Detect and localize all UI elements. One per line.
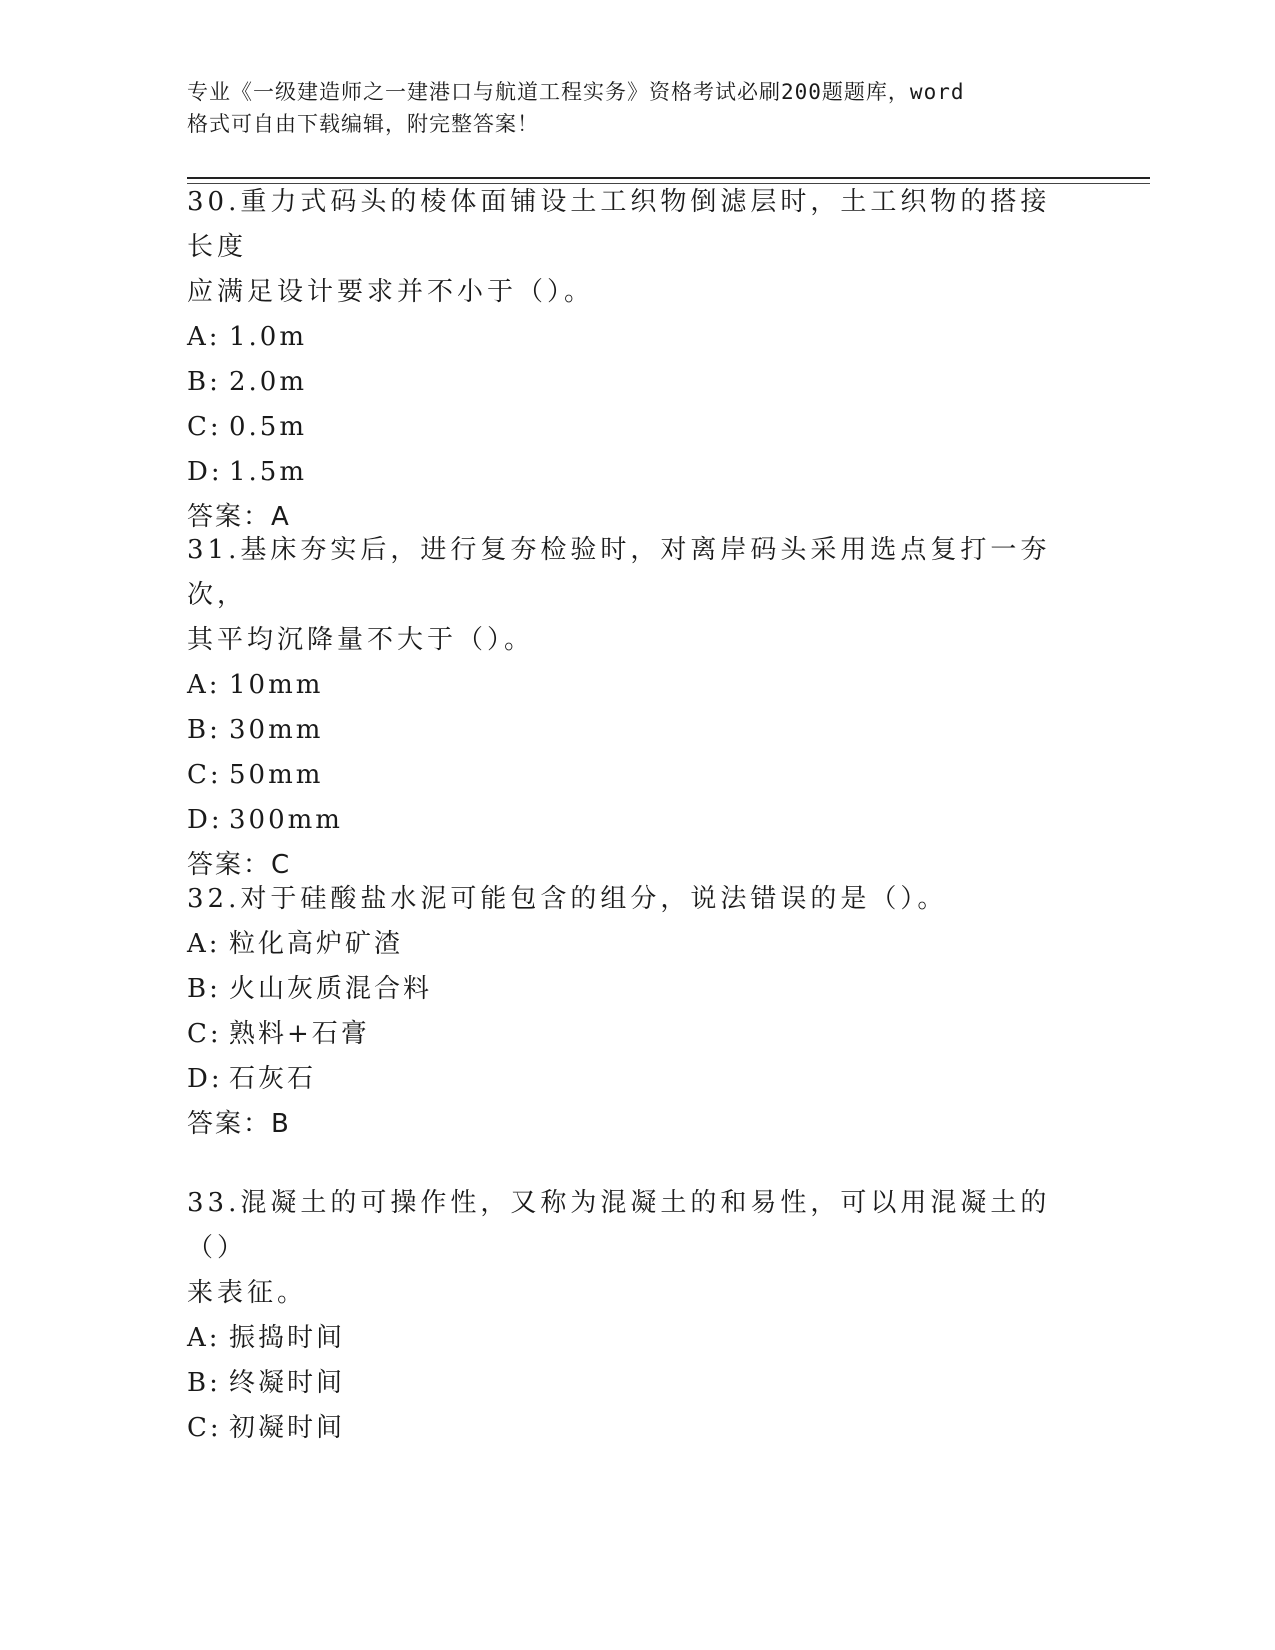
question-33 (187, 1181, 1067, 1451)
question-stem-line-2: 来表征。 (187, 1278, 308, 1308)
answer-line: 答案：A (187, 502, 291, 532)
option-text: 终凝时间 (229, 1368, 346, 1398)
question-stem-line-2: 其平均沉降量不大于（）。 (187, 625, 535, 655)
question-stem (187, 1181, 1067, 1316)
header-divider-thick (187, 177, 1150, 179)
option-text: 粒化高炉矿渣 (229, 929, 404, 959)
option-letter: B: (187, 974, 221, 1004)
question-31 (187, 528, 1067, 888)
option-d (187, 798, 1067, 843)
header-line-1: 专业《一级建造师之一建港口与航道工程实务》资格考试必刷200题题库，word (187, 80, 965, 104)
question-stem-line-1: 32.对于硅酸盐水泥可能包含的组分，说法错误的是（）。 (187, 884, 948, 914)
option-b (187, 708, 1067, 753)
option-a (187, 922, 1067, 967)
option-b (187, 1361, 1067, 1406)
document-header (187, 76, 1067, 140)
option-d (187, 1057, 1067, 1102)
option-a (187, 663, 1067, 708)
option-letter: C: (187, 412, 222, 442)
option-c (187, 753, 1067, 798)
option-a (187, 1316, 1067, 1361)
option-text: 熟料+石膏 (229, 1019, 370, 1049)
option-letter: B: (187, 715, 221, 745)
question-stem (187, 180, 1067, 315)
option-text: 振捣时间 (229, 1323, 346, 1353)
option-text: 0.5m (229, 412, 308, 442)
question-stem (187, 877, 1067, 922)
option-text: 1.0m (229, 322, 308, 352)
option-text: 石灰石 (229, 1064, 317, 1094)
option-letter: C: (187, 760, 222, 790)
question-30 (187, 180, 1067, 540)
option-c (187, 405, 1067, 450)
question-32 (187, 877, 1067, 1147)
option-letter: D: (187, 805, 223, 835)
option-text: 1.5m (229, 457, 308, 487)
option-a (187, 315, 1067, 360)
option-letter: B: (187, 367, 221, 397)
option-letter: A: (187, 929, 221, 959)
answer-line: 答案：B (187, 1109, 291, 1139)
question-stem-line-1: 30.重力式码头的棱体面铺设土工织物倒滤层时，土工织物的搭接长度 (187, 187, 1051, 262)
option-letter: D: (187, 457, 223, 487)
option-text: 300mm (229, 805, 343, 835)
question-stem-line-2: 应满足设计要求并不小于（）。 (187, 277, 595, 307)
option-d (187, 450, 1067, 495)
option-letter: C: (187, 1413, 222, 1443)
option-letter: B: (187, 1368, 221, 1398)
option-text: 50mm (229, 760, 324, 790)
option-b (187, 360, 1067, 405)
option-text: 10mm (229, 670, 324, 700)
option-c (187, 1012, 1067, 1057)
option-text: 30mm (229, 715, 324, 745)
option-letter: A: (187, 322, 221, 352)
question-stem (187, 528, 1067, 663)
option-letter: A: (187, 670, 221, 700)
option-text: 2.0m (229, 367, 308, 397)
question-stem-line-1: 33.混凝土的可操作性，又称为混凝土的和易性，可以用混凝土的（） (187, 1188, 1051, 1263)
option-letter: D: (187, 1064, 223, 1094)
question-stem-line-1: 31.基床夯实后，进行复夯检验时，对离岸码头采用选点复打一夯次， (187, 535, 1051, 610)
option-c (187, 1406, 1067, 1451)
header-line-2: 格式可自由下载编辑，附完整答案！ (187, 112, 539, 136)
option-letter: A: (187, 1323, 221, 1353)
option-b (187, 967, 1067, 1012)
answer-line: 答案：C (187, 850, 292, 880)
option-letter: C: (187, 1019, 222, 1049)
option-text: 初凝时间 (229, 1413, 346, 1443)
option-text: 火山灰质混合料 (229, 974, 433, 1004)
